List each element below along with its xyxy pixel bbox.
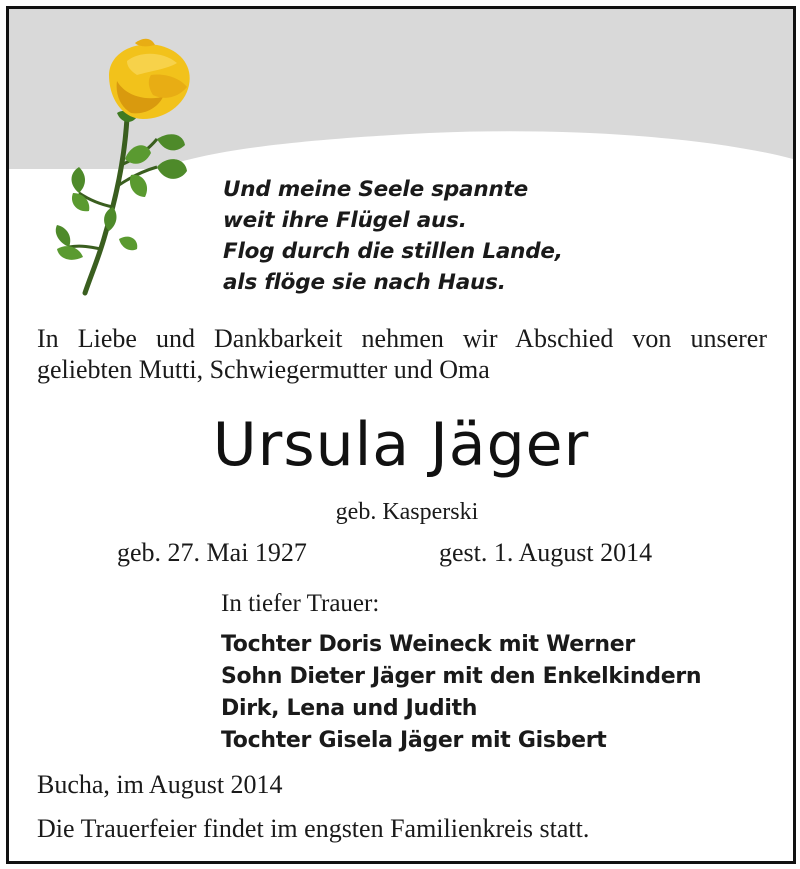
mourner-line: Dirk, Lena und Judith — [221, 696, 478, 721]
mourner-line: Tochter Doris Weineck mit Werner — [221, 632, 635, 657]
poem-line: als flöge sie nach Haus. — [223, 270, 506, 295]
birth-date: geb. 27. Mai 1927 — [117, 538, 307, 567]
yellow-rose-icon — [39, 35, 199, 297]
deceased-name: Ursula Jäger — [212, 410, 590, 480]
memorial-poem — [223, 174, 563, 298]
poem-line: weit ihre Flügel aus. — [223, 208, 467, 233]
death-date: gest. 1. August 2014 — [439, 538, 653, 567]
poem-line: Flog durch die stillen Lande, — [223, 239, 563, 264]
mourner-line: Tochter Gisela Jäger mit Gisbert — [221, 728, 607, 753]
farewell-intro: In Liebe und Dankbarkeit nehmen wir Abschied von unserer geliebten Mutti, Schwiegermutter und Oma — [37, 324, 767, 384]
mourners-label: In tiefer Trauer: — [221, 590, 380, 617]
mourner-line: Sohn Dieter Jäger mit den Enkelkindern — [221, 664, 702, 689]
funeral-note: Die Trauerfeier findet im engsten Familienkreis statt. — [37, 814, 590, 843]
poem-line: Und meine Seele spannte — [223, 177, 529, 202]
obituary-notice — [6, 6, 796, 864]
mourners-list — [221, 629, 701, 757]
place-and-date: Bucha, im August 2014 — [37, 770, 283, 799]
maiden-name: geb. Kasperski — [335, 499, 479, 525]
